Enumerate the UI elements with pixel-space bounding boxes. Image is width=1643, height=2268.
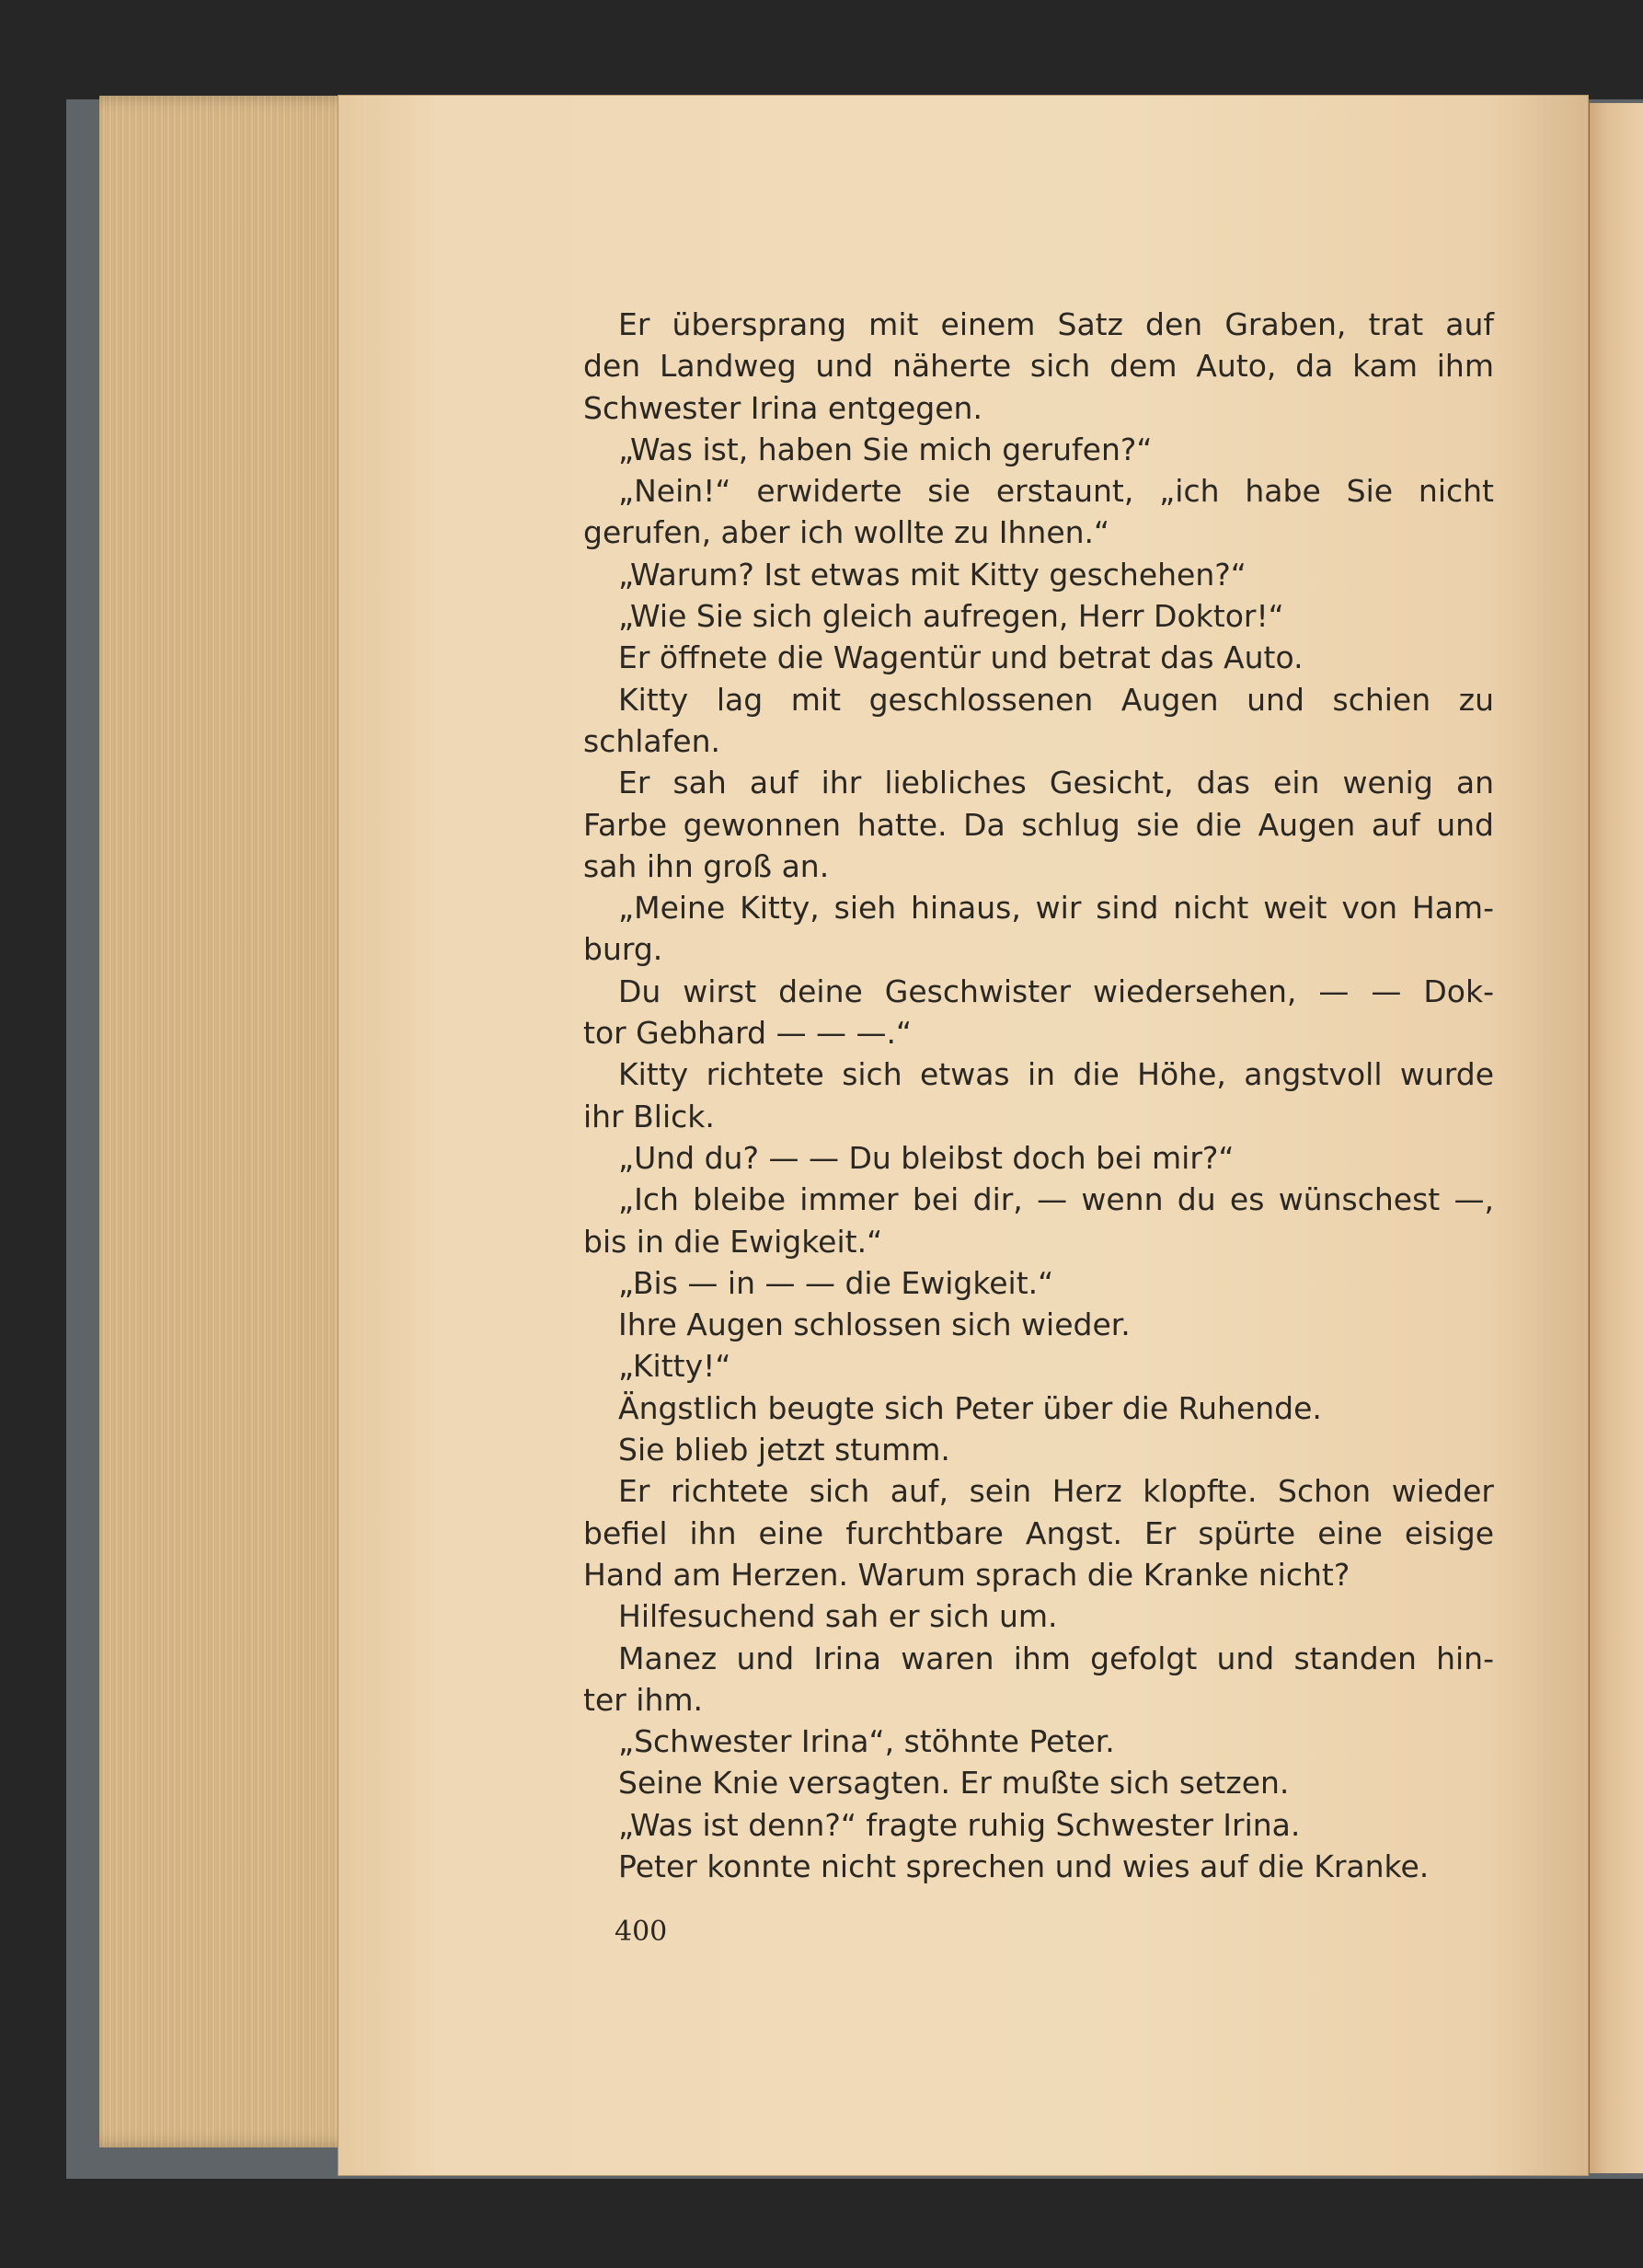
page-edges	[99, 96, 375, 2147]
text-line: Manez und Irina waren ihm gefolgt und standen hin-	[618, 1640, 1494, 1676]
text-line: Kitty lag mit geschlossenen Augen und schien zu	[618, 681, 1494, 718]
text-line: Er öffnete die Wagentür und betrat das Auto.	[618, 639, 1304, 676]
text-line: „Schwester Irina“, stöhnte Peter.	[618, 1723, 1115, 1760]
text-line: „Und du? — — Du bleibst doch bei mir?“	[618, 1139, 1235, 1176]
text-line: ter ihm.	[583, 1681, 704, 1718]
text-line: Ängstlich beugte sich Peter über die Ruhende.	[618, 1389, 1322, 1426]
text-line: Hilfesuchend sah er sich um.	[618, 1598, 1058, 1635]
text-line: Schwester Irina entgegen.	[583, 389, 982, 426]
text-line: Hand am Herzen. Warum sprach die Kranke nicht?	[583, 1556, 1350, 1593]
text-line: Ihre Augen schlossen sich wieder.	[618, 1307, 1131, 1343]
text-line: Peter konnte nicht sprechen und wies auf die Kranke.	[618, 1848, 1430, 1884]
page-number: 400	[615, 1916, 668, 1948]
text-line: „Nein!“ erwiderte sie erstaunt, „ich habe Sie nicht	[618, 473, 1494, 510]
text-line: Seine Knie versagten. Er mußte sich setzen.	[618, 1765, 1290, 1802]
text-line: Kitty richtete sich etwas in die Höhe, angstvoll wurde	[618, 1056, 1494, 1093]
text-line: Er richtete sich auf, sein Herz klopfte. Schon wieder	[618, 1473, 1494, 1510]
text-line: Du wirst deine Geschwister wiedersehen, — — Dok-	[618, 973, 1494, 1009]
text-line: „Kitty!“	[618, 1348, 731, 1385]
text-line: befiel ihn eine furchtbare Angst. Er spürte eine eisige	[583, 1514, 1494, 1551]
text-line: burg.	[583, 931, 663, 968]
text-line: „Bis — in — — die Ewigkeit.“	[618, 1264, 1054, 1301]
text-line: schlafen.	[583, 722, 720, 759]
text-line: sah ihn groß an.	[583, 847, 830, 884]
text-line: tor Gebhard — — —.“	[583, 1015, 913, 1052]
text-line: „Was ist, haben Sie mich gerufen?“	[618, 431, 1153, 467]
text-line: bis in die Ewigkeit.“	[583, 1223, 883, 1260]
text-line: „Meine Kitty, sieh hinaus, wir sind nicht weit von Ham-	[618, 890, 1494, 927]
text-line: gerufen, aber ich wollte zu Ihnen.“	[583, 514, 1110, 551]
text-line: „Warum? Ist etwas mit Kitty geschehen?“	[618, 556, 1247, 593]
text-line: Sie blieb jetzt stumm.	[618, 1432, 950, 1468]
text-line: Er sah auf ihr liebliches Gesicht, das ein wenig an	[618, 765, 1494, 801]
text-line: ihr Blick.	[583, 1098, 715, 1134]
text-line: „Ich bleibe immer bei dir, — wenn du es wünschest —,	[618, 1181, 1494, 1218]
text-line: Farbe gewonnen hatte. Da schlug sie die Augen auf und	[583, 806, 1494, 843]
text-line: „Wie Sie sich gleich aufregen, Herr Doktor!“	[618, 598, 1284, 635]
text-line: Er übersprang mit einem Satz den Graben, trat auf	[618, 306, 1494, 342]
text-line: „Was ist denn?“ fragte ruhig Schwester Irina.	[618, 1806, 1301, 1843]
text-line: den Landweg und näherte sich dem Auto, da kam ihm	[583, 348, 1494, 385]
page-text	[583, 304, 1494, 1887]
facing-page-edge	[1584, 103, 1643, 2173]
